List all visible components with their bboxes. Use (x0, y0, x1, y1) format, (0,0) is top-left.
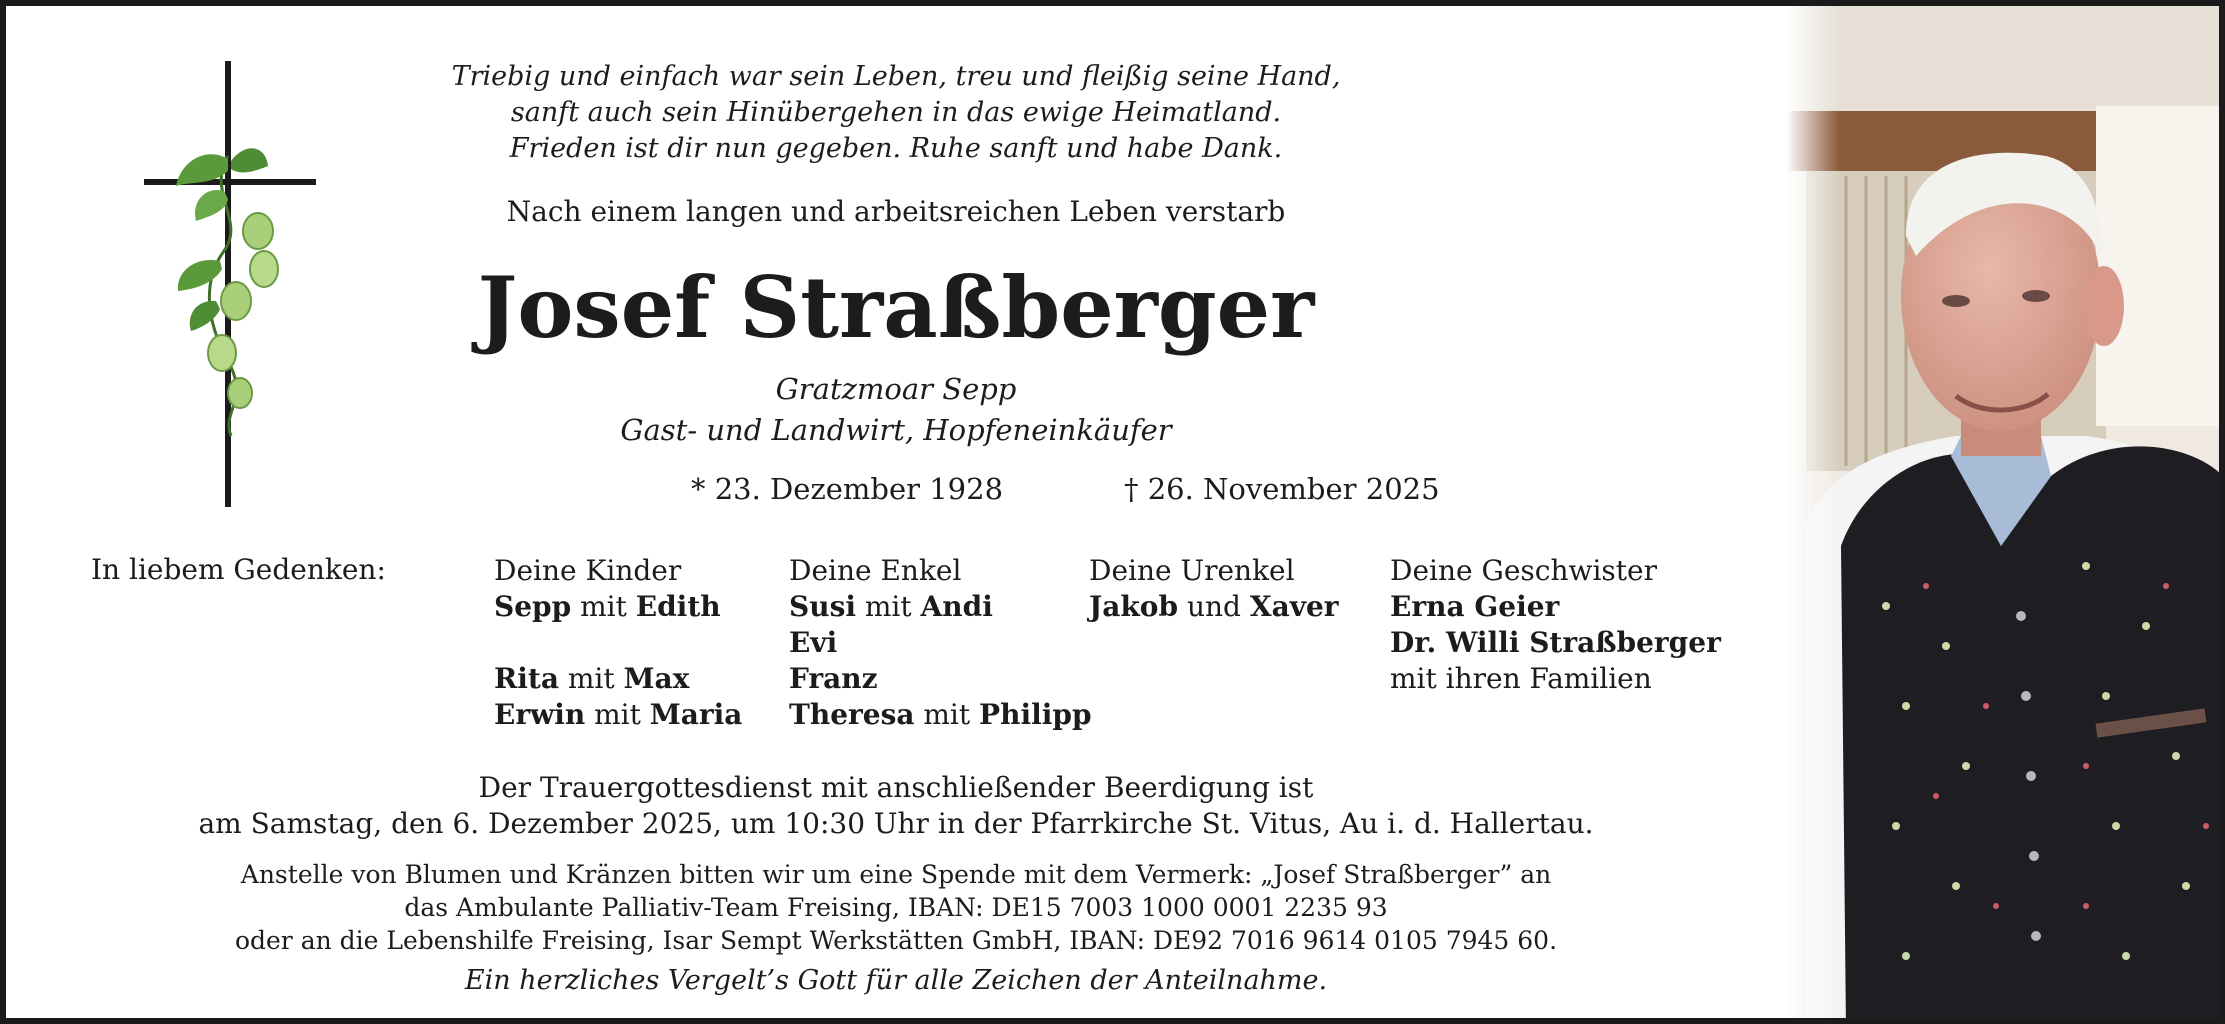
verse (6, 59, 1786, 167)
grandchildren-heading: Deine Enkel (789, 554, 962, 587)
list-item: mit ihren Familien (1390, 662, 1652, 695)
service-line-1: Der Trauergottesdienst mit anschließender Beerdigung ist (478, 771, 1314, 804)
list-item: Erwin mit Maria (494, 698, 743, 731)
children-column (494, 553, 742, 733)
great-grandchildren-heading: Deine Urenkel (1089, 554, 1295, 587)
donation-line-2: das Ambulante Palliativ-Team Freising, IBAN: DE15 7003 1000 0001 2235 93 (404, 893, 1388, 922)
list-item: Sepp mit Edith (494, 590, 721, 623)
donation-info (6, 858, 1786, 957)
donation-line-1: Anstelle von Blumen und Kränzen bitten wir um eine Spende mit dem Vermerk: „Josef Straßberger” an (240, 860, 1552, 889)
birth-date: * 23. Dezember 1928 (691, 472, 1004, 506)
memory-label: In liebem Gedenken: (91, 553, 386, 586)
donation-line-3: oder an die Lebenshilfe Freising, Isar Sempt Werkstätten GmbH, IBAN: DE92 7016 9614 0105 7945 60. (234, 926, 1558, 955)
list-item: Erna Geier (1390, 590, 1560, 623)
service-line-2: am Samstag, den 6. Dezember 2025, um 10:30 Uhr in der Pfarrkirche St. Vitus, Au i. d. Hallertau. (198, 807, 1594, 840)
intro-text: Nach einem langen und arbeitsreichen Leben verstarb (506, 195, 1286, 228)
death-date: † 26. November 2025 (1124, 472, 1440, 506)
list-item: Evi (789, 626, 838, 659)
deceased-profession: Gast- und Landwirt, Hopfeneinkäufer (620, 413, 1172, 447)
deceased-nickname: Gratzmoar Sepp (775, 372, 1017, 406)
siblings-column (1390, 553, 1721, 697)
list-item: Franz (789, 662, 878, 695)
great-grandchildren-column (1089, 553, 1339, 625)
list-item: Dr. Willi Straßberger (1390, 626, 1721, 659)
deceased-name: Josef Straßberger (477, 258, 1315, 357)
list-item: Rita mit Max (494, 662, 690, 695)
grandchildren-column (789, 553, 1092, 733)
verse-line-1: Triebig und einfach war sein Leben, treu und fleißig seine Hand, (451, 61, 1341, 92)
verse-line-3: Frieden ist dir nun gegeben. Ruhe sanft und habe Dank. (509, 133, 1283, 164)
list-item: Susi mit Andi (789, 590, 993, 623)
verse-line-2: sanft auch sein Hinübergehen in das ewige Heimatland. (510, 97, 1282, 128)
siblings-heading: Deine Geschwister (1390, 554, 1657, 587)
portrait-photo (1786, 6, 2225, 1024)
service-info (6, 770, 1786, 842)
list-item: Jakob und Xaver (1089, 590, 1339, 623)
thanks-line: Ein herzliches Vergelt’s Gott für alle Zeichen der Anteilnahme. (464, 965, 1328, 996)
life-dates (6, 472, 1786, 512)
list-item: Theresa mit Philipp (789, 698, 1092, 731)
children-heading: Deine Kinder (494, 554, 682, 587)
